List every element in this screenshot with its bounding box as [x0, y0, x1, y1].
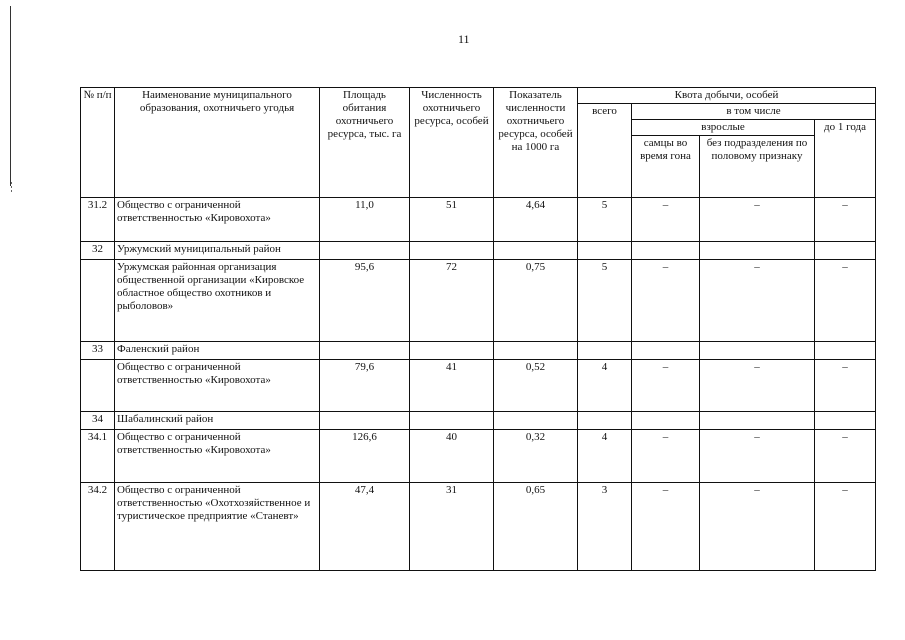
left-margin-dots [11, 182, 12, 194]
row-nosex: – [700, 260, 815, 342]
table-row [81, 483, 876, 571]
row-area: 11,0 [320, 198, 410, 242]
header-under1: до 1 года [815, 120, 876, 198]
header-no: № п/п [81, 88, 115, 198]
row-no: 34.2 [81, 483, 115, 571]
row-area: 47,4 [320, 483, 410, 571]
table-row [81, 198, 876, 242]
row-name: Общество с ограниченной ответственностью «Охотхозяйственное и туристическое предприятие «Станевт» [115, 483, 320, 571]
header-total: всего [578, 104, 632, 198]
row-count: 41 [410, 360, 494, 412]
table-row [81, 341, 876, 359]
row-males: – [632, 198, 700, 242]
row-young: – [815, 260, 876, 342]
header-including: в том числе [632, 104, 876, 120]
header-no-sex: без подразделения по половому признаку [700, 136, 815, 198]
row-count: 51 [410, 198, 494, 242]
row-name: Уржумская районная организация общественной организации «Кировское областное общество охотников и рыболовов» [115, 260, 320, 342]
row-count: 31 [410, 483, 494, 571]
row-males: – [632, 430, 700, 483]
header-quota: Квота добычи, особей [578, 88, 876, 104]
row-males: – [632, 360, 700, 412]
header-males-rut: самцы во время гона [632, 136, 700, 198]
row-young: – [815, 483, 876, 571]
header-area: Площадь обитания охотничьего ресурса, тыс. га [320, 88, 410, 198]
row-nosex: – [700, 483, 815, 571]
row-area: 126,6 [320, 430, 410, 483]
row-count: 72 [410, 260, 494, 342]
row-name: Фаленский район [115, 341, 320, 359]
row-no: 34 [81, 411, 115, 429]
header-name: Наименование муниципального образования, охотничьего угодья [115, 88, 320, 198]
left-margin-line [10, 6, 11, 186]
row-name: Общество с ограниченной ответственностью «Кировохота» [115, 360, 320, 412]
header-count: Численность охотничьего ресурса, особей [410, 88, 494, 198]
row-density: 0,75 [494, 260, 578, 342]
table-row [81, 430, 876, 483]
row-density: 0,52 [494, 360, 578, 412]
row-no [81, 360, 115, 412]
row-males: – [632, 483, 700, 571]
row-name: Общество с ограниченной ответственностью «Кировохота» [115, 198, 320, 242]
header-density: Показатель численности охотничьего ресурса, особей на 1000 га [494, 88, 578, 198]
table-row [81, 411, 876, 429]
row-total: 5 [578, 198, 632, 242]
row-density: 0,32 [494, 430, 578, 483]
row-no [81, 260, 115, 342]
row-name: Шабалинский район [115, 411, 320, 429]
row-total: 3 [578, 483, 632, 571]
row-density: 4,64 [494, 198, 578, 242]
table-body [81, 198, 876, 571]
row-nosex: – [700, 198, 815, 242]
row-total: 4 [578, 360, 632, 412]
row-young: – [815, 430, 876, 483]
hunting-quota-table [80, 87, 876, 571]
row-young: – [815, 198, 876, 242]
row-area: 79,6 [320, 360, 410, 412]
page-number: 11 [458, 32, 470, 46]
row-name: Уржумский муниципальный район [115, 241, 320, 259]
row-males: – [632, 260, 700, 342]
row-nosex: – [700, 360, 815, 412]
row-nosex: – [700, 430, 815, 483]
row-no: 33 [81, 341, 115, 359]
row-total: 4 [578, 430, 632, 483]
table-header [81, 88, 876, 198]
row-no: 32 [81, 241, 115, 259]
row-density: 0,65 [494, 483, 578, 571]
row-area: 95,6 [320, 260, 410, 342]
table-row [81, 241, 876, 259]
row-name: Общество с ограниченной ответственностью «Кировохота» [115, 430, 320, 483]
row-no: 34.1 [81, 430, 115, 483]
table-row [81, 360, 876, 412]
table-row [81, 260, 876, 342]
row-young: – [815, 360, 876, 412]
header-adults: взрослые [632, 120, 815, 136]
row-no: 31.2 [81, 198, 115, 242]
row-count: 40 [410, 430, 494, 483]
row-total: 5 [578, 260, 632, 342]
